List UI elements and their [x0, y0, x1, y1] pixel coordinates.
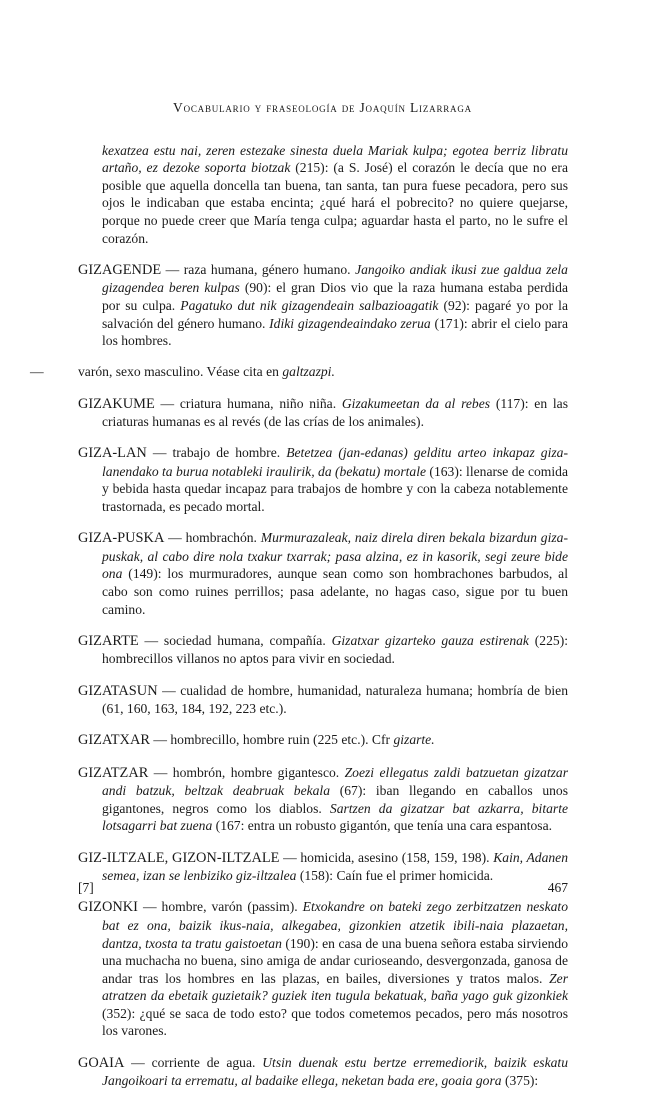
definition-text: — hombre, varón (passim).	[137, 899, 303, 915]
headword: GIZONKI	[78, 899, 138, 916]
headword: GIZAGENDE	[78, 261, 162, 278]
dictionary-entry	[78, 1054, 568, 1090]
definition-text: — raza humana, género humano.	[161, 261, 356, 277]
definition-text: (352): ¿qué se saca de todo esto? que todos cometemos pecados, pero más nosotros los varones.	[102, 1005, 568, 1039]
basque-quotation: Idiki gizagendeaindako zerua	[269, 315, 431, 331]
definition-text: (67): iban llegando en caballos unos gigantones, negros como los diablos.	[102, 783, 569, 816]
definition-text: (375):	[501, 1073, 539, 1089]
definition-text: — hombrachón.	[164, 530, 261, 546]
headword: GIZATASUN	[78, 682, 158, 699]
dictionary-entry	[78, 764, 568, 835]
headword: GIZATXAR	[78, 732, 150, 749]
definition-text: — sociedad humana, compañía.	[138, 632, 332, 648]
definition-text: (90): el gran Dios vio que la raza humana estaba perdida por su culpa.	[102, 280, 568, 313]
dictionary-entry	[78, 529, 568, 618]
basque-quotation: gizarte.	[393, 732, 435, 748]
basque-quotation: Sartzen da gizatzar bat azkarra, bitarte lotsagarri bat zuena	[102, 800, 569, 834]
definition-text: (215): (a S. José) el corazón le decía que no era posible que aquella doncella tan buena, tan santa, tan pura fuese pecadora, pero sus ojos le indicaban que estaba encinta; ¿qué hará el pobrecito? no quiere quejarse, porque no puede creer que María tenga culpa; aguardar hasta el parto, no le sufre el corazón.	[102, 160, 568, 246]
definition-text: (225): hombrecillos villanos no aptos para vivir en sociedad.	[102, 632, 568, 667]
definition-text: (149): los murmuradores, aunque sean como son hombrachones barbudos, al cabo son como ruines perrillos; pasa adelante, no hagas caso, sigue por tu buen camino.	[102, 566, 568, 617]
dictionary-entry	[78, 395, 568, 431]
definition-text: — criatura humana, niño niña.	[154, 395, 342, 411]
headword: GIZ-ILTZALE, GIZON-ILTZALE	[78, 849, 280, 866]
definition-text: varón, sexo masculino. Véase cita en	[78, 364, 283, 380]
section-number: [7]	[78, 880, 94, 895]
definition-text: (190): en casa de una buena señora estaba sirviendo una muchacha no buena, sino amiga de andar curioseando, desvergonzada, ganosa de andar tras los hombres en las plazas, en bailes, diversiones y tratos malos.	[102, 935, 568, 986]
basque-quotation: Gizakumeetan da al rebes	[341, 395, 491, 411]
dictionary-entry	[78, 142, 568, 248]
definition-text: (167: entra un robusto gigantón, que tenía una cara espantosa.	[212, 818, 553, 834]
definition-text: — hombrón, hombre gigantesco.	[148, 764, 345, 780]
headword: GIZA-PUSKA	[78, 530, 165, 547]
headword: GIZARTE	[78, 632, 139, 649]
dictionary-entry	[78, 731, 568, 750]
definition-text: — corriente de agua.	[124, 1054, 263, 1070]
definition-text: — cualidad de hombre, humanidad, naturaleza humana; hombría de bien (61, 160, 163, 184, 192, 223 etc.).	[102, 682, 568, 717]
dictionary-entry	[30, 363, 568, 381]
basque-quotation: Murmurazaleak, naiz direla diren bekala bizardun giza-puskak, al cabo dire nola txakur txarrak; pasa alzina, ez in kasorik, segi zeure bide ona	[102, 530, 568, 582]
definition-text: (171): abrir el cielo para los hombres.	[102, 315, 568, 349]
dictionary-entry	[78, 261, 568, 350]
definition-text: — hombrecillo, hombre ruin (225 etc.). Cfr	[149, 732, 394, 748]
dictionary-entry	[78, 632, 568, 668]
basque-quotation: Zoezi ellegatus zaldi batzuetan gizatzar andi batzuk, beltzak deabruak bekala	[102, 764, 568, 799]
basque-quotation: Betetzea (jan-edanas) gelditu arteo inkapaz giza-lanendako ta burua notableki iraulirik, da (bekatu) mortale	[102, 445, 568, 479]
basque-quotation: Kain, Adanen semea, izan se lenbiziko giz-iltzalea	[102, 849, 568, 884]
headword: GIZAKUME	[78, 395, 155, 412]
basque-quotation: Etxokandre on bateki zego zerbitzatzen neskato bat ez ona, baizik ikus-naia, alkegabea, gizonkien atzetik ibili-naia plazaetan, dantza, txosta ta tratu gaistoetan	[102, 899, 568, 951]
dictionary-entry	[78, 898, 568, 1040]
headword: GOAIA	[78, 1054, 125, 1071]
running-head: Vocabulario y fraseología de Joaquín Lizarraga	[173, 100, 472, 115]
basque-quotation: Jangoiko andiak ikusi zue galdua zela gizagendea beren kulpas	[102, 261, 568, 296]
headword: GIZA-LAN	[78, 445, 147, 462]
definition-text: (92): pagaré yo por la salvación del género humano.	[102, 297, 568, 331]
definition-text: (117): en las criaturas humanas es al revés (de las crías de los animales).	[102, 395, 568, 430]
dictionary-entry	[78, 444, 568, 515]
page-number: 467	[547, 880, 568, 895]
basque-quotation: galtzazpi.	[282, 364, 335, 380]
definition-text: — trabajo de hombre.	[146, 445, 287, 461]
definition-text: (163): llenarse de comida y bebida hasta quedar incapaz para trabajos de hombre y con la cabeza notablemente trastornada, es pecado mortal.	[102, 463, 568, 515]
dictionary-entry	[78, 682, 568, 718]
page-footer	[78, 880, 568, 896]
basque-quotation: kexatzea estu nai, zeren estezake sinesta duela Mariak kulpa; egotea berriz libratu artaño, ez dezoke soporta biotzak	[102, 142, 568, 176]
basque-quotation: Utsin duenak estu bertze erremediorik, baizik eskatu Jangoikoari ta errematu, al badaike ellega, neketan bada ere, goaia gora	[102, 1054, 568, 1089]
basque-quotation: Pagatuko dut nik gizagendeain salbazioagatik	[180, 297, 439, 313]
basque-quotation: Gizatxar gizarteko gauza estirenak	[331, 632, 529, 648]
definition-text: (158): Caín fue el primer homicida.	[296, 868, 494, 884]
sub-entry-dash: —	[30, 364, 44, 380]
headword: GIZATZAR	[78, 764, 149, 781]
basque-quotation: Zer atratzen da ebetaik guzietaik? guziek iten tugula bekatuak, baña yago guk gizonkiek	[102, 970, 568, 1004]
definition-text: — homicida, asesino (158, 159, 198).	[279, 849, 494, 865]
dictionary-body	[30, 128, 569, 1093]
